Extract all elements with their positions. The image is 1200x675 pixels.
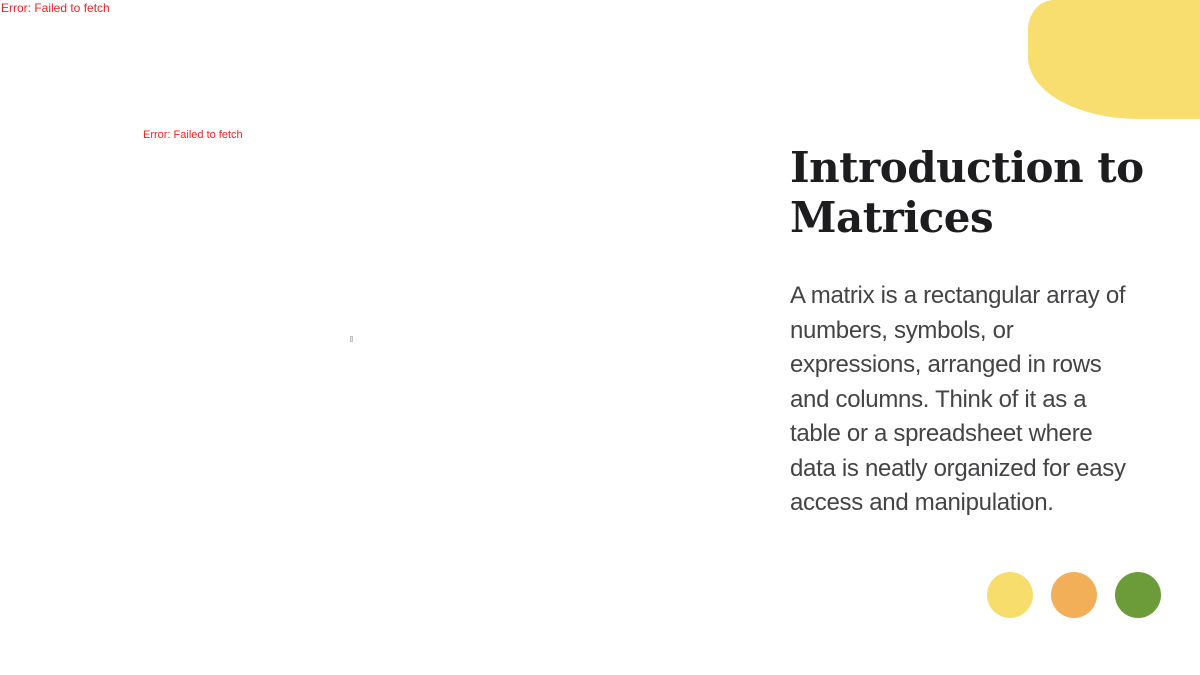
corner-blob-decoration — [1028, 0, 1200, 119]
error-message-image-area: Error: Failed to fetch — [143, 129, 243, 141]
body-line: expressions, arranged in rows — [790, 351, 1102, 378]
body-line: data is neatly organized for easy — [790, 454, 1126, 482]
palette-dots — [987, 572, 1161, 618]
palette-dot-yellow — [987, 572, 1033, 618]
title-line-1: Introduction to — [790, 143, 1144, 192]
title-line-2: Matrices — [790, 193, 994, 242]
body-line: numbers, symbols, or — [790, 316, 1014, 344]
palette-dot-green — [1115, 572, 1161, 618]
error-message-top: Error: Failed to fetch — [1, 1, 110, 15]
body-line: table or a spreadsheet where — [790, 420, 1093, 447]
body-line: A matrix is a rectangular array of — [790, 282, 1126, 309]
palette-dot-orange — [1051, 572, 1097, 618]
body-line: access and manipulation. — [790, 489, 1054, 516]
body-paragraph — [790, 279, 1190, 521]
body-line: and columns. Think of it as a — [790, 385, 1087, 413]
slide-title — [790, 143, 1190, 243]
broken-image-glyph — [350, 336, 353, 342]
